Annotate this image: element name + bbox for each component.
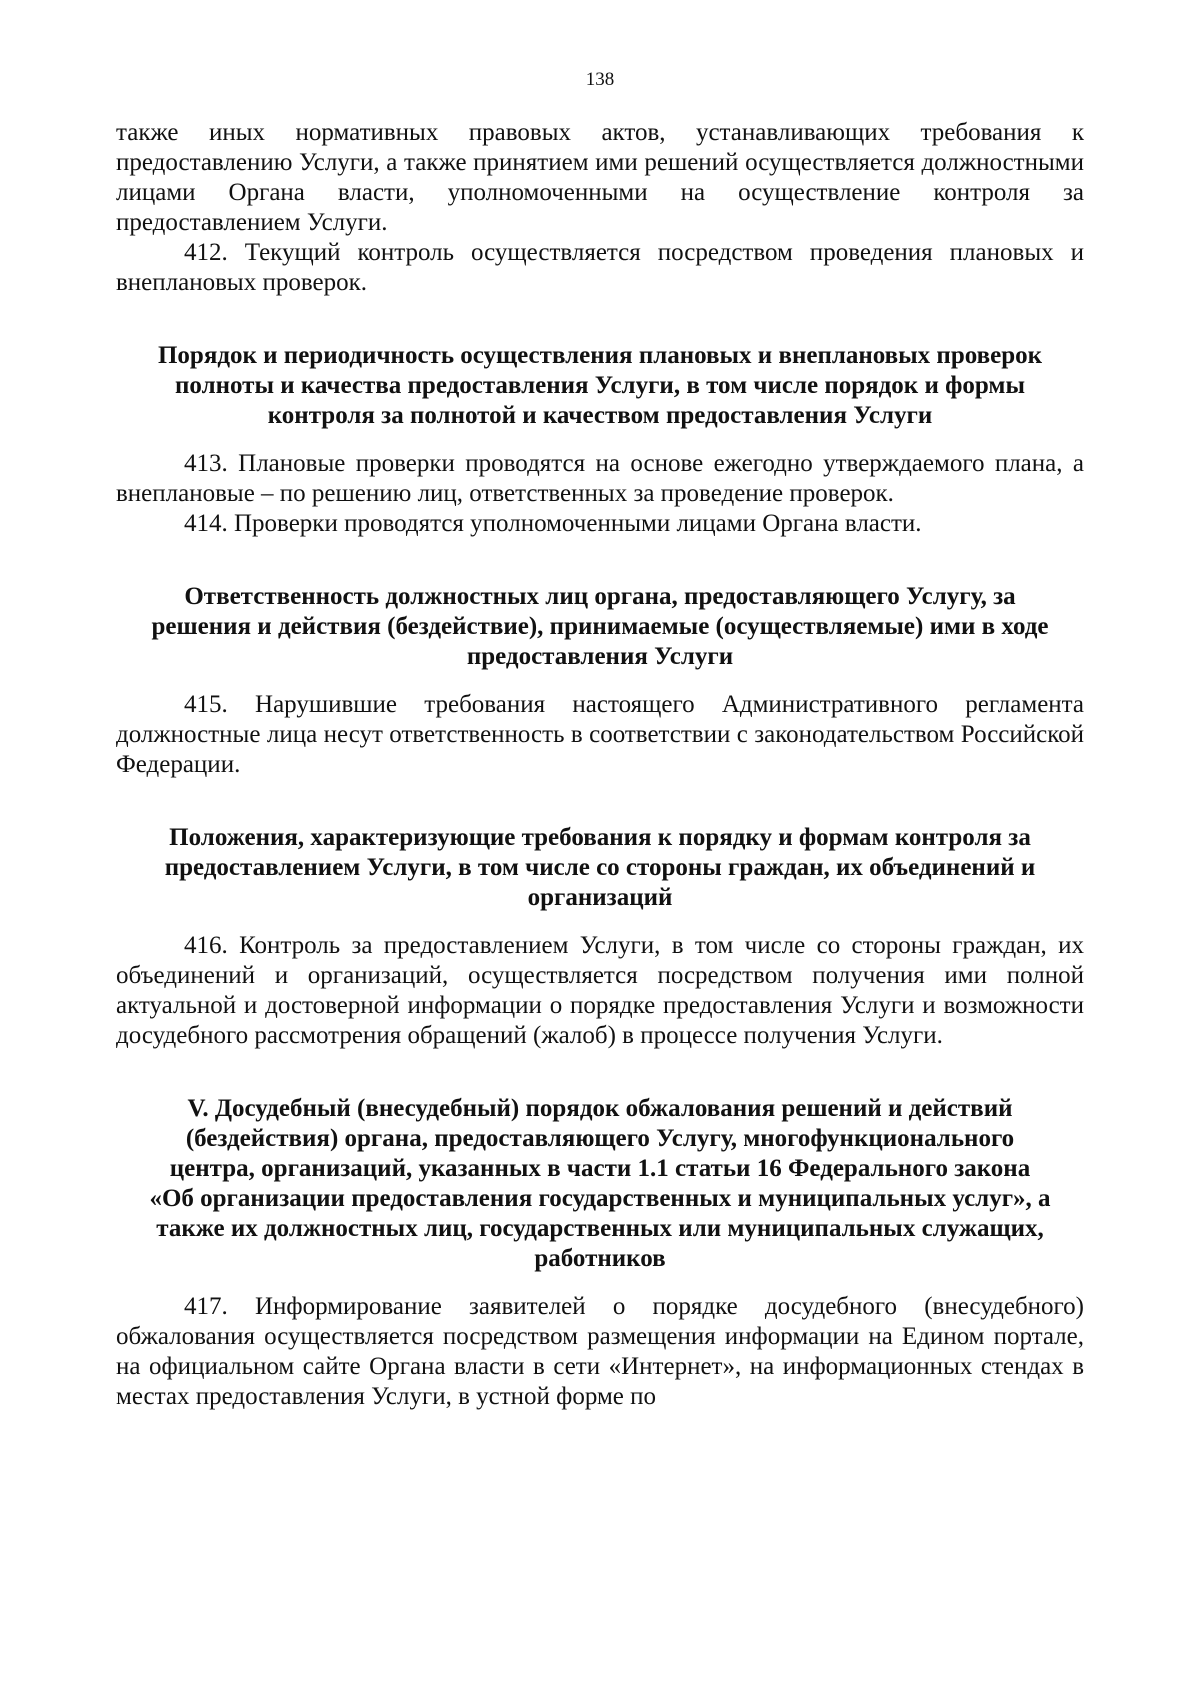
- chapter-heading-v: [116, 1094, 1084, 1274]
- paragraph-continuation: также иных нормативных правовых актов, устанавливающих требования к предоставлению Услуги, а также принятием ими решений осуществляется должностными лицами Органа власти, уполномоченными на осуществление контроля за предоставлением Услуги.: [116, 119, 1084, 236]
- paragraph-416: 416. Контроль за предоставлением Услуги, в том числе со стороны граждан, их объединений и организаций, осуществляется посредством получения ими полной актуальной и достоверной информации о порядке предоставления Услуги и возможности досудебного рассмотрения обращений (жалоб) в процессе получения Услуги.: [116, 932, 1084, 1049]
- heading-line: Порядок и периодичность осуществления плановых и внеплановых проверок: [157, 342, 1043, 369]
- section-heading-inspections: [116, 341, 1084, 431]
- paragraph-414: 414. Проверки проводятся уполномоченными лицами Органа власти.: [184, 510, 922, 537]
- paragraph-412: 412. Текущий контроль осуществляется посредством проведения плановых и внеплановых проверок.: [116, 239, 1084, 296]
- heading-line: (бездействия) органа, предоставляющего Услугу, многофункционального: [185, 1125, 1015, 1152]
- paragraph-417: 417. Информирование заявителей о порядке досудебного (внесудебного) обжалования осуществляется посредством размещения информации на Едином портале, на официальном сайте Органа власти в сети «Интернет», на информационных стендах в местах предоставления Услуги, в устной форме по: [116, 1293, 1084, 1410]
- page-number: 138: [585, 69, 615, 90]
- section-heading-responsibility: [116, 582, 1084, 672]
- heading-line: предоставлением Услуги, в том числе со стороны граждан, их объединений и: [164, 854, 1036, 881]
- heading-line: Положения, характеризующие требования к порядку и формам контроля за: [169, 824, 1031, 851]
- section-heading-control-provisions: [116, 823, 1084, 913]
- heading-line: V. Досудебный (внесудебный) порядок обжалования решений и действий: [187, 1095, 1013, 1122]
- heading-line: работников: [534, 1245, 666, 1272]
- heading-line: контроля за полнотой и качеством предоставления Услуги: [267, 402, 933, 429]
- paragraph-413: 413. Плановые проверки проводятся на основе ежегодно утверждаемого плана, а внеплановые – по решению лиц, ответственных за проведение проверок.: [116, 450, 1084, 507]
- heading-line: полноты и качества предоставления Услуги, в том числе порядок и формы: [175, 372, 1025, 399]
- heading-line: организаций: [527, 884, 673, 911]
- heading-line: «Об организации предоставления государственных и муниципальных услуг», а: [149, 1185, 1051, 1212]
- document-body: [116, 118, 1084, 1412]
- heading-line: решения и действия (бездействие), принимаемые (осуществляемые) ими в ходе: [151, 613, 1049, 640]
- paragraph-415: 415. Нарушившие требования настоящего Административного регламента должностные лица несут ответственность в соответствии с законодательством Российской Федерации.: [116, 691, 1084, 778]
- heading-line: Ответственность должностных лиц органа, предоставляющего Услугу, за: [184, 583, 1016, 610]
- heading-line: центра, организаций, указанных в части 1.1 статьи 16 Федерального закона: [169, 1155, 1031, 1182]
- heading-line: предоставления Услуги: [466, 643, 734, 670]
- heading-line: также их должностных лиц, государственных или муниципальных служащих,: [156, 1215, 1044, 1242]
